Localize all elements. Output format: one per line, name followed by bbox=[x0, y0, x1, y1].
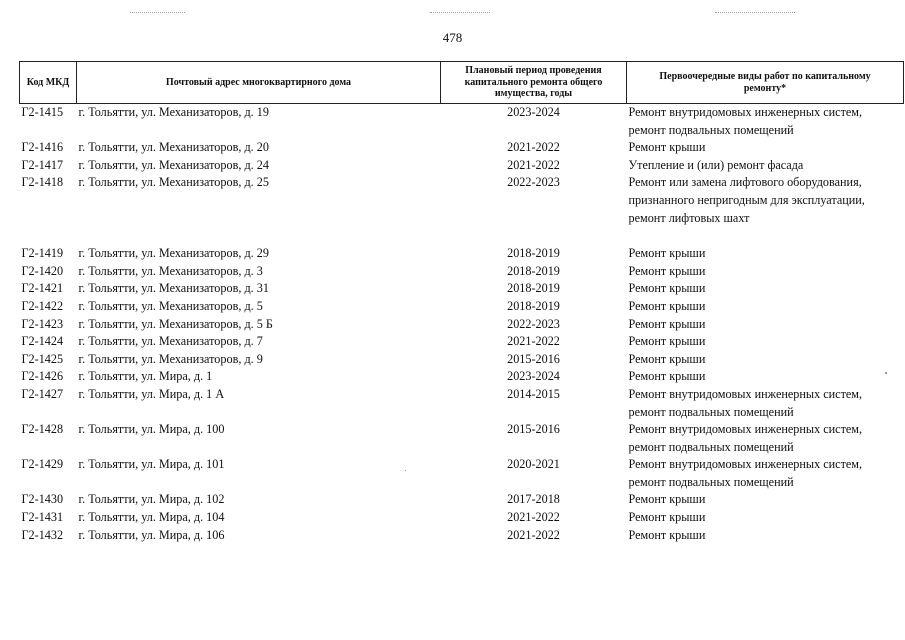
table-row bbox=[20, 157, 904, 175]
table-header bbox=[20, 62, 904, 104]
cell-period: 2020-2021 bbox=[507, 457, 560, 472]
table-row bbox=[20, 386, 904, 421]
cell-works: Ремонт крыши bbox=[628, 316, 706, 331]
column-header-period: Плановый период проведения капитального ремонта общего имущества, годы bbox=[441, 62, 627, 104]
cell-address: г. Тольятти, ул. Механизаторов, д. 24 bbox=[78, 157, 269, 172]
cell-address: г. Тольятти, ул. Мира, д. 100 bbox=[78, 422, 225, 437]
cell-period: 2022-2023 bbox=[507, 316, 560, 331]
cell-period: 2021-2022 bbox=[507, 510, 560, 525]
table-row bbox=[20, 509, 904, 527]
table-row bbox=[20, 263, 904, 281]
cell-address: г. Тольятти, ул. Мира, д. 1 А bbox=[78, 386, 225, 401]
table-row bbox=[20, 491, 904, 509]
cell-code: Г2-1420 bbox=[21, 263, 64, 278]
column-header-works: Первоочередные виды работ по капитальному ремонту* bbox=[627, 62, 904, 104]
cell-code: Г2-1418 bbox=[21, 175, 64, 190]
cell-works: Ремонт крыши bbox=[628, 334, 706, 349]
cell-code: Г2-1432 bbox=[21, 527, 64, 542]
cell-address: г. Тольятти, ул. Механизаторов, д. 5 bbox=[78, 298, 263, 313]
cell-code: Г2-1425 bbox=[21, 351, 64, 366]
cell-address: г. Тольятти, ул. Мира, д. 1 bbox=[78, 369, 213, 384]
scan-speck bbox=[885, 372, 887, 374]
column-header-address: Почтовый адрес многоквартирного дома bbox=[77, 62, 441, 104]
cell-period: 2018-2019 bbox=[507, 263, 560, 278]
cell-period: 2023-2024 bbox=[507, 369, 560, 384]
scan-mark bbox=[430, 12, 490, 15]
cell-code: Г2-1430 bbox=[21, 492, 64, 507]
table-row bbox=[20, 351, 904, 369]
row-gap bbox=[20, 227, 904, 245]
cell-period: 2014-2015 bbox=[507, 386, 560, 401]
cell-works: Ремонт крыши bbox=[628, 140, 706, 155]
page-number: 478 bbox=[442, 30, 463, 45]
data-table bbox=[19, 61, 904, 544]
cell-period: 2017-2018 bbox=[507, 492, 560, 507]
cell-works: Ремонт внутридомовых инженерных систем, ремонт подвальных помещений bbox=[628, 422, 863, 454]
cell-works: Ремонт крыши bbox=[628, 510, 706, 525]
cell-works: Ремонт крыши bbox=[628, 369, 706, 384]
table-row bbox=[20, 333, 904, 351]
cell-works: Ремонт или замена лифтового оборудования, признанного непригодным для эксплуатации, ремонт лифтовых шахт bbox=[628, 175, 865, 225]
cell-address: г. Тольятти, ул. Механизаторов, д. 25 bbox=[78, 175, 269, 190]
cell-works: Ремонт крыши bbox=[628, 246, 706, 261]
gap-cell bbox=[20, 227, 904, 245]
cell-code: Г2-1426 bbox=[21, 369, 64, 384]
cell-works: Ремонт крыши bbox=[628, 527, 706, 542]
cell-address: г. Тольятти, ул. Механизаторов, д. 29 bbox=[78, 246, 269, 261]
cell-period: 2018-2019 bbox=[507, 246, 560, 261]
cell-works: Ремонт крыши bbox=[628, 281, 706, 296]
cell-code: Г2-1424 bbox=[21, 334, 64, 349]
cell-period: 2021-2022 bbox=[507, 527, 560, 542]
cell-code: Г2-1431 bbox=[21, 510, 64, 525]
cell-address: г. Тольятти, ул. Механизаторов, д. 5 Б bbox=[78, 316, 273, 331]
cell-address: г. Тольятти, ул. Мира, д. 104 bbox=[78, 510, 225, 525]
table-row bbox=[20, 527, 904, 545]
table-row bbox=[20, 139, 904, 157]
cell-period: 2018-2019 bbox=[507, 281, 560, 296]
cell-address: г. Тольятти, ул. Механизаторов, д. 20 bbox=[78, 140, 269, 155]
cell-address: г. Тольятти, ул. Механизаторов, д. 3 bbox=[78, 263, 263, 278]
table-body bbox=[20, 104, 904, 545]
cell-address: г. Тольятти, ул. Механизаторов, д. 31 bbox=[78, 281, 269, 296]
cell-address: г. Тольятти, ул. Мира, д. 106 bbox=[78, 527, 225, 542]
cell-works: Ремонт внутридомовых инженерных систем, ремонт подвальных помещений bbox=[628, 457, 863, 489]
cell-code: Г2-1419 bbox=[21, 246, 64, 261]
table-row bbox=[20, 316, 904, 334]
cell-period: 2021-2022 bbox=[507, 157, 560, 172]
cell-address: г. Тольятти, ул. Механизаторов, д. 7 bbox=[78, 334, 263, 349]
cell-works: Ремонт крыши bbox=[628, 351, 706, 366]
cell-address: г. Тольятти, ул. Мира, д. 102 bbox=[78, 492, 225, 507]
cell-code: Г2-1416 bbox=[21, 140, 64, 155]
table-row bbox=[20, 280, 904, 298]
cell-works: Ремонт внутридомовых инженерных систем, ремонт подвальных помещений bbox=[628, 386, 863, 419]
cell-works: Ремонт крыши bbox=[628, 298, 706, 313]
cell-code: Г2-1427 bbox=[21, 386, 64, 401]
table-row bbox=[20, 245, 904, 263]
cell-code: Г2-1428 bbox=[21, 422, 64, 437]
table-row bbox=[20, 174, 904, 227]
cell-period: 2015-2016 bbox=[507, 422, 560, 437]
cell-address: г. Тольятти, ул. Мира, д. 101 bbox=[78, 457, 225, 472]
cell-code: Г2-1417 bbox=[21, 157, 64, 172]
cell-code: Г2-1422 bbox=[21, 298, 64, 313]
cell-works: Ремонт внутридомовых инженерных систем, ремонт подвальных помещений bbox=[628, 105, 863, 137]
header-scan-marks bbox=[0, 8, 905, 18]
cell-code: Г2-1423 bbox=[21, 316, 64, 331]
header-row bbox=[20, 62, 904, 104]
cell-address: г. Тольятти, ул. Механизаторов, д. 9 bbox=[78, 351, 263, 366]
scan-mark bbox=[715, 12, 795, 15]
table-row bbox=[20, 298, 904, 316]
cell-address: г. Тольятти, ул. Механизаторов, д. 19 bbox=[78, 105, 269, 119]
cell-period: 2023-2024 bbox=[507, 105, 560, 119]
cell-works: Ремонт крыши bbox=[628, 492, 706, 507]
cell-period: 2022-2023 bbox=[507, 175, 560, 190]
table-row bbox=[20, 456, 904, 491]
column-header-code: Код МКД bbox=[20, 62, 77, 104]
table-row bbox=[20, 104, 904, 140]
cell-code: Г2-1429 bbox=[21, 457, 64, 472]
table-row bbox=[20, 421, 904, 456]
scan-mark bbox=[130, 12, 185, 15]
cell-period: 2018-2019 bbox=[507, 298, 560, 313]
cell-works: Утепление и (или) ремонт фасада bbox=[628, 157, 804, 172]
cell-code: Г2-1421 bbox=[21, 281, 64, 296]
scan-speck bbox=[405, 470, 406, 471]
table-row bbox=[20, 368, 904, 386]
cell-period: 2015-2016 bbox=[507, 351, 560, 366]
cell-period: 2021-2022 bbox=[507, 334, 560, 349]
capital-repair-table bbox=[19, 61, 903, 544]
cell-period: 2021-2022 bbox=[507, 140, 560, 155]
cell-works: Ремонт крыши bbox=[628, 263, 706, 278]
cell-code: Г2-1415 bbox=[21, 105, 64, 119]
